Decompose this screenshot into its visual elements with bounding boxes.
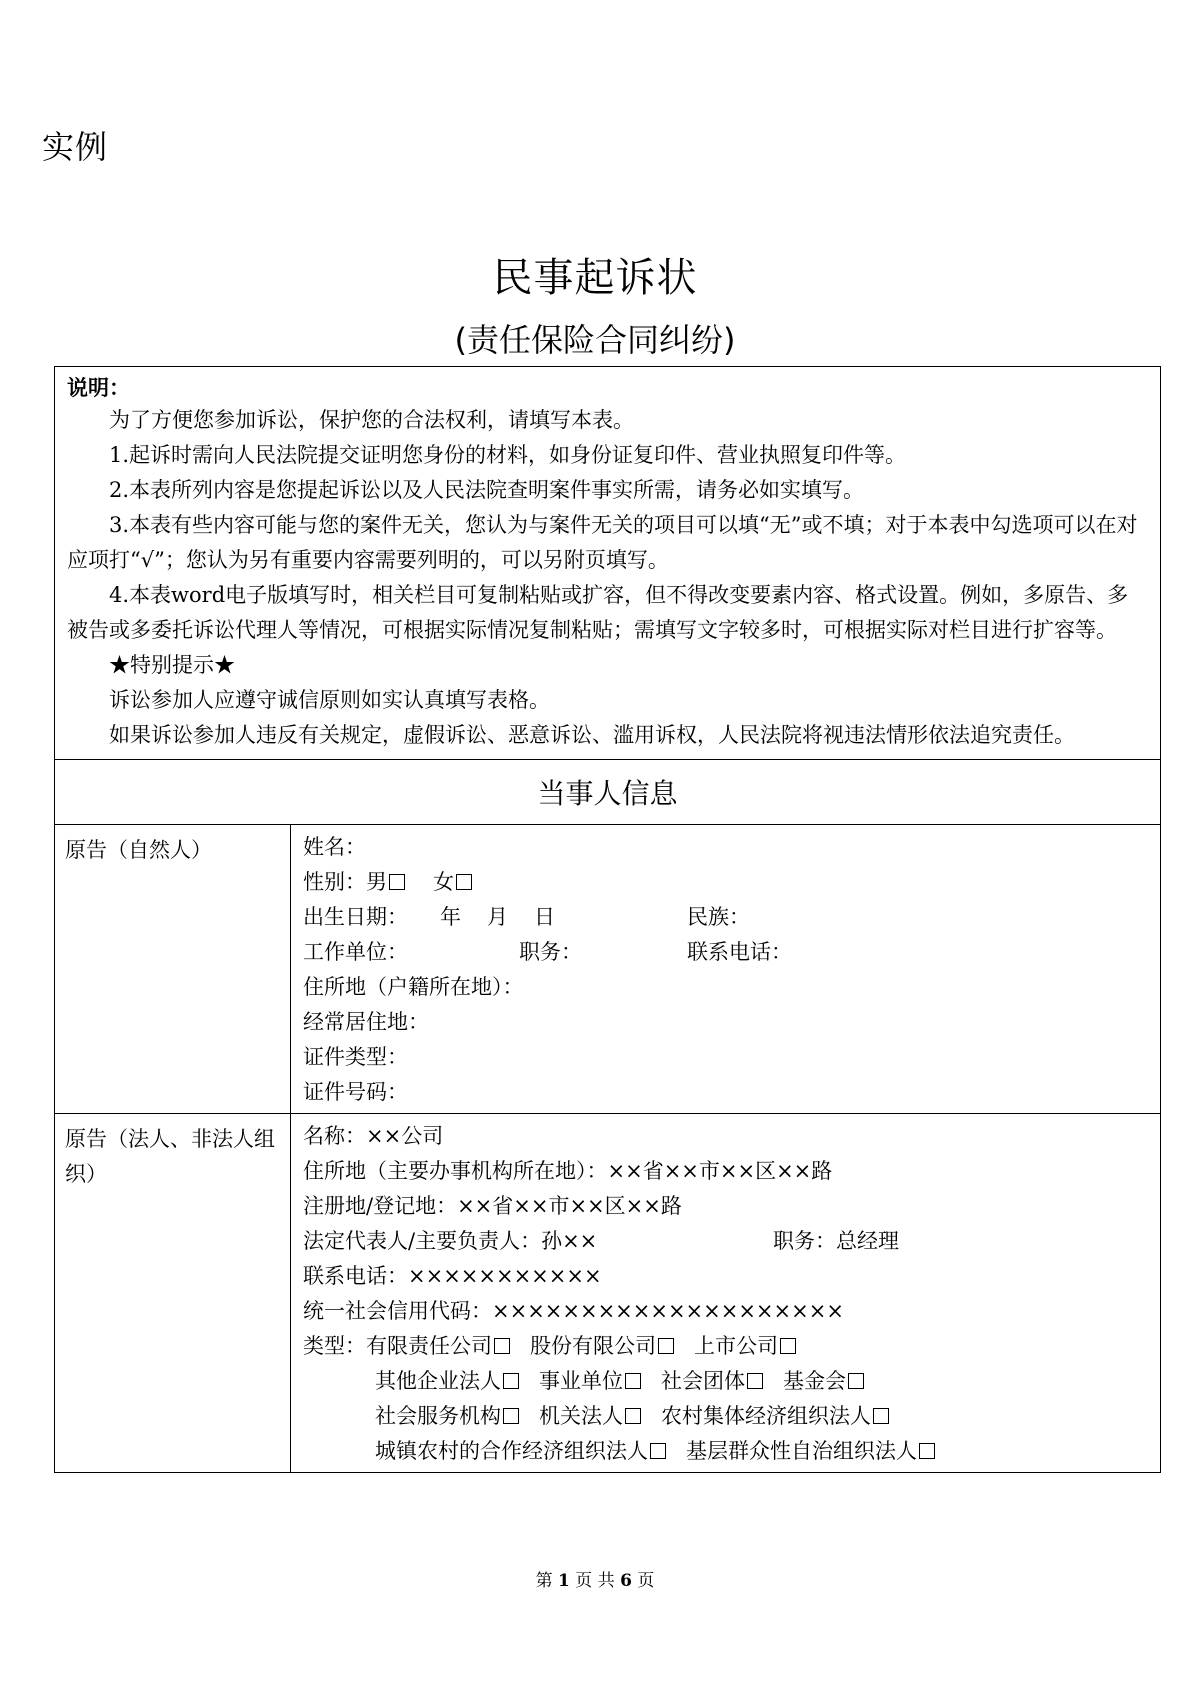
org-address-label: 住所地（主要办事机构所在地）：	[303, 1159, 608, 1183]
legal-plaintiff-label: 原告（法人、非法人组织）	[55, 1114, 291, 1473]
example-label: 实例	[42, 128, 109, 166]
org-type-option-label: 城镇农村的合作经济组织法人	[375, 1439, 648, 1463]
org-type-label: 类型：	[303, 1334, 366, 1358]
org-type-checkbox[interactable]	[494, 1338, 510, 1354]
legal-representative-label: 法定代表人/主要负责人：	[303, 1229, 542, 1253]
natural-plaintiff-label: 原告（自然人）	[55, 825, 291, 1114]
org-address-value: ××省××市××区××路	[607, 1159, 833, 1183]
work-field[interactable]	[303, 935, 1148, 970]
birth-date-field[interactable]	[303, 900, 1148, 935]
legal-plaintiff-fields	[291, 1114, 1161, 1473]
natural-plaintiff-fields	[291, 825, 1161, 1114]
org-type-row	[303, 1434, 1148, 1469]
gender-male-label: 男	[366, 870, 387, 894]
legal-representative-value: 孙××	[541, 1229, 598, 1253]
org-type-option-label: 社会服务机构	[375, 1404, 501, 1428]
notes-cell	[55, 367, 1161, 760]
gender-male-checkbox[interactable]	[389, 874, 405, 890]
natural-plaintiff-row	[55, 825, 1161, 1114]
org-type-option-label: 社会团体	[661, 1369, 745, 1393]
domicile-field[interactable]	[303, 970, 1148, 1005]
org-type-option-label: 基金会	[783, 1369, 846, 1393]
notes-row	[55, 367, 1161, 760]
notes-paragraph: 为了方便您参加诉讼，保护您的合法权利，请填写本表。	[109, 408, 634, 432]
registered-address-value: ××省××市××区××路	[457, 1194, 682, 1218]
birth-date-label: 出生日期：	[303, 905, 408, 929]
org-type-option-label: 机关法人	[539, 1404, 623, 1428]
current-page-number: 1	[558, 1571, 570, 1591]
org-phone-value: ×××××××××××	[408, 1264, 602, 1288]
phone-label: 联系电话：	[687, 940, 792, 964]
org-type-row	[303, 1399, 1148, 1434]
id-number-field[interactable]	[303, 1075, 1148, 1110]
footer-middle: 页 共	[575, 1571, 615, 1591]
org-type-checkbox[interactable]	[503, 1373, 519, 1389]
notes-paragraph: 诉讼参加人应遵守诚信原则如实认真填写表格。	[109, 688, 550, 712]
org-type-checkbox[interactable]	[625, 1373, 641, 1389]
footer-prefix: 第	[535, 1571, 553, 1591]
org-type-row	[303, 1364, 1148, 1399]
page-footer	[0, 1566, 1190, 1591]
complaint-form-table	[54, 366, 1161, 1473]
org-name-label: 名称：	[303, 1124, 366, 1148]
notes-paragraph: 2.本表所列内容是您提起诉讼以及人民法院查明案件事实所需，请务必如实填写。	[109, 478, 865, 502]
org-type-checkbox[interactable]	[848, 1373, 864, 1389]
footer-suffix: 页	[637, 1571, 655, 1591]
org-type-option-label: 上市公司	[694, 1334, 778, 1358]
org-type-checkbox[interactable]	[747, 1373, 763, 1389]
org-name-field[interactable]	[303, 1119, 1148, 1154]
birth-day-label: 日	[534, 905, 555, 929]
org-type-checkbox[interactable]	[625, 1408, 641, 1424]
ethnicity-label: 民族：	[687, 905, 750, 929]
domicile-label: 住所地（户籍所在地）：	[303, 975, 524, 999]
org-type-checkbox[interactable]	[658, 1338, 674, 1354]
org-type-checkbox[interactable]	[919, 1443, 935, 1459]
residence-field[interactable]	[303, 1005, 1148, 1040]
notes-paragraph: 1.起诉时需向人民法院提交证明您身份的材料，如身份证复印件、营业执照复印件等。	[109, 443, 907, 467]
rep-position-value: 总经理	[836, 1229, 899, 1253]
special-notice-heading: ★特别提示★	[109, 653, 235, 677]
org-type-checkbox[interactable]	[780, 1338, 796, 1354]
party-section-header-row	[55, 760, 1161, 825]
org-type-option-label: 事业单位	[539, 1369, 623, 1393]
id-type-label: 证件类型：	[303, 1045, 408, 1069]
document-title: 民事起诉状	[492, 255, 698, 301]
birth-month-label: 月	[487, 905, 508, 929]
name-label: 姓名：	[303, 835, 366, 859]
position-label: 职务：	[519, 940, 582, 964]
org-type-checkbox[interactable]	[650, 1443, 666, 1459]
id-number-label: 证件号码：	[303, 1080, 408, 1104]
org-type-checkbox[interactable]	[503, 1408, 519, 1424]
id-type-field[interactable]	[303, 1040, 1148, 1075]
org-type-row	[303, 1329, 1148, 1364]
gender-female-label: 女	[433, 870, 454, 894]
residence-label: 经常居住地：	[303, 1010, 429, 1034]
org-type-option-label: 其他企业法人	[375, 1369, 501, 1393]
gender-label: 性别：	[303, 870, 366, 894]
org-phone-label: 联系电话：	[303, 1264, 408, 1288]
legal-representative-field[interactable]	[303, 1224, 1148, 1259]
notes-paragraph: 如果诉讼参加人违反有关规定，虚假诉讼、恶意诉讼、滥用诉权，人民法院将视违法情形依法追究责任。	[109, 723, 1075, 747]
registered-address-label: 注册地/登记地：	[303, 1194, 458, 1218]
party-section-title: 当事人信息	[55, 760, 1161, 825]
org-type-option-label: 股份有限公司	[530, 1334, 656, 1358]
document-subtitle: (责任保险合同纠纷)	[454, 321, 736, 359]
credit-code-field[interactable]	[303, 1294, 1148, 1329]
total-page-number: 6	[620, 1571, 632, 1591]
org-type-option-label: 有限责任公司	[366, 1334, 492, 1358]
notes-paragraph: 4.本表word电子版填写时，相关栏目可复制粘贴或扩容，但不得改变要素内容、格式设置。例如，多原告、多被告或多委托诉讼代理人等情况，可根据实际情况复制粘贴；需填写文字较多时，可根据实际对栏目进行扩容等。	[67, 583, 1129, 642]
org-address-field[interactable]	[303, 1154, 1148, 1189]
org-phone-field[interactable]	[303, 1259, 1148, 1294]
org-type-option-label: 基层群众性自治组织法人	[686, 1439, 917, 1463]
gender-female-checkbox[interactable]	[456, 874, 472, 890]
credit-code-value: ××××××××××××××××××××	[492, 1299, 844, 1323]
work-unit-label: 工作单位：	[303, 940, 408, 964]
name-field[interactable]	[303, 830, 1148, 865]
registered-address-field[interactable]	[303, 1189, 1148, 1224]
notes-heading: 说明：	[67, 375, 130, 400]
rep-position-label: 职务：	[773, 1229, 836, 1253]
org-type-checkbox[interactable]	[873, 1408, 889, 1424]
notes-paragraph: 3.本表有些内容可能与您的案件无关，您认为与案件无关的项目可以填“无”或不填；对于本表中勾选项可以在对应项打“√”；您认为另有重要内容需要列明的，可以另附页填写。	[67, 513, 1138, 572]
legal-plaintiff-row	[55, 1114, 1161, 1473]
gender-field	[303, 865, 1148, 900]
birth-year-label: 年	[440, 905, 461, 929]
org-type-option-label: 农村集体经济组织法人	[661, 1404, 871, 1428]
credit-code-label: 统一社会信用代码：	[303, 1299, 492, 1323]
org-name-value: ××公司	[366, 1124, 444, 1148]
